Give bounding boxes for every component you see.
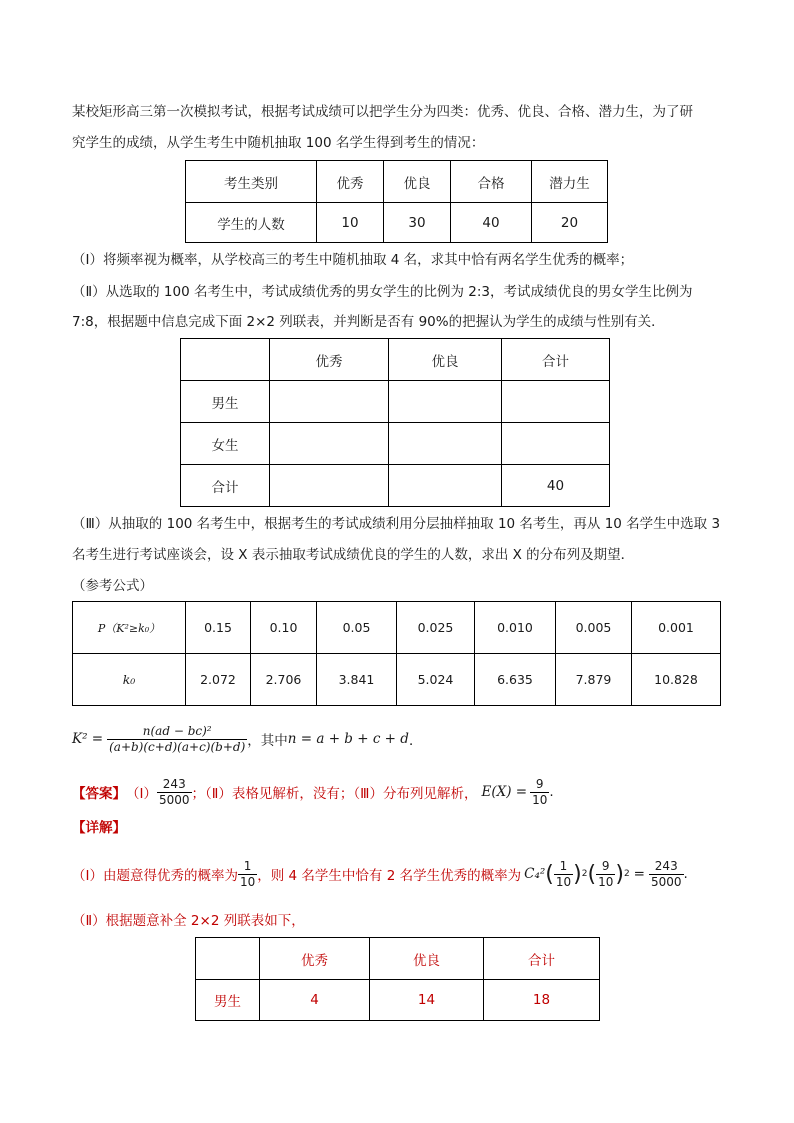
table2-cell [389,381,502,423]
question-part-3-line-2: 名考生进行考试座谈会，设 X 表示抽取考试成绩优良的学生的人数，求出 X 的分布列及期望． [72,547,635,563]
formula-lhs: K² = [72,731,104,747]
detail1-power-frac-2 [596,859,615,890]
detail1-paren-open-2: ( [587,861,597,887]
k0-cell: 10.828 [632,654,721,706]
k0-cell: 6.635 [475,654,556,706]
probability-cell: 0.005 [556,602,632,654]
detail1-p1-num: 1 [554,859,573,875]
detail1-combination: C₄² [524,866,546,882]
detail1-exp-1: 2 [581,869,588,879]
contingency-table-blank [180,338,610,507]
question-part-2-line-2: 7:8，根据题中信息完成下面 2×2 列联表，并判断是否有 90%的把握认为学生的成绩与性别有关． [72,314,665,330]
probability-cell: 0.025 [397,602,475,654]
k-squared-formula [72,719,422,759]
table2-header: 合计 [502,339,610,381]
detail-part-2: （Ⅱ）根据题意补全 2×2 列联表如下， [72,913,305,929]
reference-formula-label: （参考公式） [72,578,153,594]
answer-frac2-num: 9 [530,777,549,793]
probability-cell: 0.010 [475,602,556,654]
table4-cell: 18 [484,980,600,1021]
formula-fraction [107,724,247,755]
detail1-p2-num: 9 [596,859,615,875]
detail1-text-b: ，则 4 名学生中恰有 2 名学生优秀的概率为 [257,868,522,884]
table4-header: 合计 [484,938,600,980]
table2-row-label: 女生 [181,423,270,465]
detail1-f-den: 10 [239,874,256,889]
detail1-fraction [238,859,257,890]
table4-header: 优秀 [260,938,370,980]
intro-line-2: 究学生的成绩，从学生考生中随机抽取 100 名学生得到考生的情况： [72,135,485,151]
detail1-exp-2: 2 [623,869,630,879]
answer-fraction-2 [530,777,549,808]
answer-part-2-3: ；（Ⅱ）表格见解析，没有；（Ⅲ）分布列见解析， [191,786,478,802]
detail1-p1-den: 10 [555,874,572,889]
table1-cell: 20 [532,203,608,243]
table1-cell: 10 [317,203,384,243]
formula-denominator: (a+b)(c+d)(a+c)(b+d) [109,739,246,754]
table2-row-label: 男生 [181,381,270,423]
probability-cell: 0.05 [317,602,397,654]
probability-cell: 0.001 [632,602,721,654]
table1-cell: 30 [384,203,451,243]
answer-part-1-label: （Ⅰ） [126,786,157,802]
detail1-f-num: 1 [238,859,257,875]
answer-frac2-den: 10 [532,792,548,807]
formula-suffix-math: n = a + b + c + d [287,731,409,747]
table2-cell: 40 [502,465,610,507]
k0-cell: 2.072 [186,654,251,706]
detail1-text-a: （Ⅰ）由题意得优秀的概率为 [72,868,238,884]
table1-header: 潜力生 [532,161,608,203]
table4-header: 优良 [370,938,484,980]
answer-frac1-den: 5000 [158,792,190,807]
table1-header: 合格 [451,161,532,203]
question-part-1: （Ⅰ）将频率视为概率，从学校高三的考生中随机抽取 4 名，求其中恰有两名学生优秀的概率； [72,252,634,268]
table2-row-label: 合计 [181,465,270,507]
table1-cell: 学生的人数 [186,203,317,243]
table1-header: 优良 [384,161,451,203]
k0-cell: 2.706 [251,654,317,706]
answer-frac1-num: 243 [157,777,192,793]
detail1-power-frac-1 [554,859,573,890]
detail-part-1 [72,852,688,896]
detail1-paren-close-2: ) [615,861,624,887]
detail-tag: 【详解】 [72,820,126,836]
k0-cell: 5.024 [397,654,475,706]
k0-row-label: k₀ [73,654,186,706]
answer-end: . [549,784,554,800]
critical-value-table [72,601,721,706]
question-part-3-line-1: （Ⅲ）从抽取的 100 名考生中，根据考生的考试成绩利用分层抽样抽取 10 名考生，再从 10 名学生中选取 3 [72,516,721,532]
student-category-table [185,160,608,243]
k0-cell: 3.841 [317,654,397,706]
detail1-paren-close: ) [573,861,582,887]
probability-row-label: P（K²≥k₀） [73,602,186,654]
detail1-result [649,859,684,890]
table2-cell [389,423,502,465]
table2-header: 优良 [389,339,502,381]
detail1-eq: = [633,866,645,882]
question-part-2-line-1: （Ⅱ）从选取的 100 名考生中，考试成绩优秀的男女学生的比例为 2:3，考试成绩优良的男女学生比例为 [72,284,693,300]
probability-cell: 0.15 [186,602,251,654]
table4-cell: 4 [260,980,370,1021]
detail1-r-den: 5000 [650,874,682,889]
table4-cell: 14 [370,980,484,1021]
k0-cell: 7.879 [556,654,632,706]
table1-cell: 40 [451,203,532,243]
probability-cell: 0.10 [251,602,317,654]
answer-expectation: E(X) = [481,784,528,800]
table1-header: 优秀 [317,161,384,203]
table2-cell [270,381,389,423]
table2-cell [389,465,502,507]
contingency-table-filled [195,937,600,1021]
table2-cell [270,465,389,507]
intro-line-1: 某校矩形高三第一次模拟考试，根据考试成绩可以把学生分为四类：优秀、优良、合格、潜力生，为了研 [72,104,693,120]
answer-line [72,772,554,812]
table2-cell [502,381,610,423]
table2-header [181,339,270,381]
table2-cell [502,423,610,465]
detail1-r-num: 243 [649,859,684,875]
detail1-paren-open: ( [545,861,554,887]
formula-end: ． [408,733,423,749]
answer-tag: 【答案】 [72,786,126,802]
formula-numerator: n(ad − bc)² [107,724,247,740]
table2-cell [270,423,389,465]
table1-header: 考生类别 [186,161,317,203]
detail1-p2-den: 10 [598,874,614,889]
table2-header: 优秀 [270,339,389,381]
detail1-end: . [683,866,688,882]
answer-fraction-1 [157,777,192,808]
table4-row-label: 男生 [196,980,260,1021]
formula-suffix-text: ，其中 [247,733,288,749]
table4-header [196,938,260,980]
